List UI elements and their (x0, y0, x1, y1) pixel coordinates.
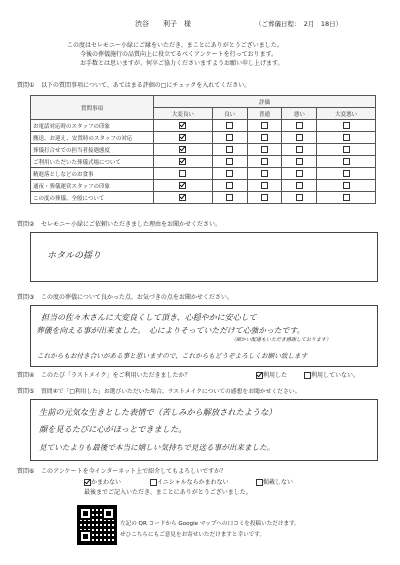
q5-answer-line-2: 顔を見るたびに心がほっとできました。 (39, 424, 187, 434)
rating-checkbox[interactable] (296, 182, 303, 189)
rating-checkbox[interactable] (261, 182, 268, 189)
q5-answer-box (30, 399, 378, 461)
rating-checkbox[interactable] (261, 194, 268, 201)
q4-no-checkbox[interactable] (304, 372, 311, 379)
rating-cell (247, 168, 282, 180)
q6-option-2-label: イニシャルならかまわない (157, 479, 229, 486)
q5-label: 質問⑤ (17, 388, 35, 395)
q2-text: セレモニー小緑にご依頼いただきました理由をお聞かせください。 (41, 221, 222, 228)
q1-text: 以下の質問事項について、あてはまる評価の□にチェックを入れてください。 (41, 82, 251, 89)
q5-answer-line-3: 見ていたよりも最後で本当に嬉しい気持ちで見送る事が出来ました。 (39, 443, 275, 452)
ceremony-date: （ご葬儀日程： 2月 18日） (255, 20, 343, 28)
qr-code-icon[interactable] (77, 505, 117, 545)
rating-cell (282, 132, 317, 144)
q6-option-3-label: 掲載しない (263, 479, 294, 486)
rating-checkbox[interactable] (343, 134, 350, 141)
q4-text: このたび「ラストメイク」をご利用いただきましたか？ (41, 372, 191, 379)
rating-checkbox[interactable] (343, 170, 350, 177)
rating-cell (154, 192, 213, 204)
rating-checkbox[interactable] (226, 170, 233, 177)
rating-cell (317, 132, 376, 144)
rating-cell (317, 144, 376, 156)
q2-label: 質問② (17, 221, 35, 228)
q4-no-label: 利用していない。 (311, 372, 360, 379)
q2-answer-box (30, 232, 378, 282)
q5-text: 質問④で「□利用した」お選びいただいた場合、ラストメイクについての感想をお聞かせください。 (41, 389, 301, 395)
q4-option-yes[interactable] (256, 372, 287, 380)
q5-answer-line-1: 生前の元気な生きとした表情で（苦しみから解放されたような） (39, 407, 277, 417)
rating-checkbox[interactable] (226, 122, 233, 129)
footer-line-2: ぜひこちらにもご意見をお寄せいただけますと幸いです。 (120, 532, 265, 538)
rating-checkbox[interactable] (179, 182, 186, 189)
rating-checkbox[interactable] (179, 170, 186, 177)
table-row (31, 168, 376, 180)
question-item: 精進落としなどのお食事 (31, 168, 154, 180)
q4-label: 質問④ (17, 372, 35, 379)
header-col-0: 大変良い (154, 108, 213, 120)
header-col-1: 良い (212, 108, 247, 120)
rating-checkbox[interactable] (226, 182, 233, 189)
q6-label: 質問⑥ (17, 468, 35, 475)
rating-cell (247, 192, 282, 204)
header-item: 質問事項 (31, 96, 154, 120)
table-row (31, 120, 376, 132)
q2-answer: ホタルの揺り (47, 251, 102, 261)
rating-checkbox[interactable] (296, 158, 303, 165)
header-col-2: 普通 (247, 108, 282, 120)
rating-checkbox[interactable] (296, 146, 303, 153)
question-item: 通夜・葬儀運営スタッフの印象 (31, 180, 154, 192)
rating-cell (154, 168, 213, 180)
rating-cell (154, 144, 213, 156)
table-row (31, 156, 376, 168)
q3-answer-box (30, 305, 378, 367)
question-item: お電話対応時のスタッフの印象 (31, 120, 154, 132)
rating-checkbox[interactable] (296, 194, 303, 201)
rating-cell (154, 132, 213, 144)
rating-cell (212, 132, 247, 144)
rating-cell (282, 180, 317, 192)
rating-cell (212, 192, 247, 204)
rating-cell (212, 180, 247, 192)
q3-answer-line-4: これからもお付き合いがある事と思いますので、これからもどうぞよろしくお願い致します (37, 352, 308, 360)
q6-option-3-checkbox[interactable] (256, 479, 263, 486)
question-item: 葬儀打合せでの担当者接遇態度 (31, 144, 154, 156)
q3-answer-line-3: （細かい配慮もいただき感謝しております） (231, 337, 332, 343)
q3-label: 質問③ (17, 294, 35, 301)
rating-cell (212, 156, 247, 168)
rating-checkbox[interactable] (179, 194, 186, 201)
rating-cell (317, 156, 376, 168)
rating-cell (317, 168, 376, 180)
q6-option-2-checkbox[interactable] (150, 479, 157, 486)
question-item: この度の葬儀、全般について (31, 192, 154, 204)
rating-cell (282, 168, 317, 180)
intro-line-3: お手数とは思いますが、何卒ご協力くださいますようお願い申し上げます。 (80, 60, 284, 67)
rating-checkbox[interactable] (343, 182, 350, 189)
rating-checkbox[interactable] (261, 134, 268, 141)
rating-cell (247, 132, 282, 144)
q3-answer-line-2: 葬儀を向える事が出来ました。 心によりそっていただけて心強かったです。 (36, 326, 305, 335)
q4-yes-label: 利用した (263, 372, 288, 379)
table-row (31, 180, 376, 192)
rating-checkbox[interactable] (261, 158, 268, 165)
q6-option-2[interactable] (150, 479, 229, 487)
rating-cell (317, 192, 376, 204)
rating-cell (247, 120, 282, 132)
rating-checkbox[interactable] (296, 134, 303, 141)
q6-option-3[interactable] (256, 479, 293, 487)
header-eval: 評価 (154, 96, 376, 108)
intro-line-1: この度はセレモニー小緑にご縁をいただき、まことにありがとうございました。 (67, 42, 283, 49)
q4-option-no[interactable] (304, 372, 359, 380)
rating-cell (154, 180, 213, 192)
rating-checkbox[interactable] (261, 170, 268, 177)
rating-checkbox[interactable] (343, 122, 350, 129)
customer-name: 渋谷 利子 様 (135, 20, 191, 28)
rating-checkbox[interactable] (179, 158, 186, 165)
rating-checkbox[interactable] (226, 158, 233, 165)
rating-cell (282, 192, 317, 204)
rating-cell (317, 120, 376, 132)
rating-checkbox[interactable] (226, 134, 233, 141)
closing-text: 最後までご記入いただき、まことにありがとうございました。 (84, 489, 252, 496)
intro-line-2: 今後の葬儀施行の品質向上に役立てるべくアンケートを行っております。 (80, 51, 278, 58)
q6-text: このアンケートを今インターネット上で紹介してもよろしいですか？ (41, 468, 227, 475)
footer-line-1: 左記の QR コードから Google マップへの口コミを投稿いただけます。 (120, 521, 300, 527)
rating-cell (247, 144, 282, 156)
rating-cell (212, 168, 247, 180)
rating-checkbox[interactable] (296, 170, 303, 177)
table-row (31, 132, 376, 144)
rating-table (30, 95, 376, 204)
rating-checkbox[interactable] (226, 146, 233, 153)
rating-cell (154, 156, 213, 168)
rating-checkbox[interactable] (179, 134, 186, 141)
question-item: ご利用いただいた葬儀式場について (31, 156, 154, 168)
q1-label: 質問① (17, 82, 35, 89)
rating-checkbox[interactable] (261, 146, 268, 153)
rating-cell (317, 180, 376, 192)
q3-text: この度の葬儀について良かった点、お気づきの点をお聞かせください。 (41, 294, 233, 301)
q4-yes-checkbox[interactable] (256, 372, 263, 379)
rating-cell (282, 120, 317, 132)
rating-checkbox[interactable] (343, 146, 350, 153)
rating-cell (247, 180, 282, 192)
rating-cell (212, 120, 247, 132)
q3-answer-line-1: 担当の佐々木さんに大変良くして頂き、心穏やかに安心して (41, 313, 257, 322)
rating-checkbox[interactable] (226, 194, 233, 201)
rating-checkbox[interactable] (179, 146, 186, 153)
header-col-3: 悪い (282, 108, 317, 120)
header-col-4: 大変悪い (317, 108, 376, 120)
rating-cell (282, 156, 317, 168)
rating-checkbox[interactable] (296, 122, 303, 129)
rating-cell (282, 144, 317, 156)
q6-option-1-label: かまわない (91, 479, 122, 486)
q6-option-1[interactable] (84, 479, 121, 487)
rating-checkbox[interactable] (343, 194, 350, 201)
table-row (31, 192, 376, 204)
table-row (31, 144, 376, 156)
rating-cell (154, 120, 213, 132)
question-item: 搬送、お迎え、安置時のスタッフの対応 (31, 132, 154, 144)
rating-checkbox[interactable] (261, 122, 268, 129)
q6-option-1-checkbox[interactable] (84, 479, 91, 486)
rating-cell (247, 156, 282, 168)
rating-checkbox[interactable] (343, 158, 350, 165)
rating-cell (212, 144, 247, 156)
rating-checkbox[interactable] (179, 122, 186, 129)
